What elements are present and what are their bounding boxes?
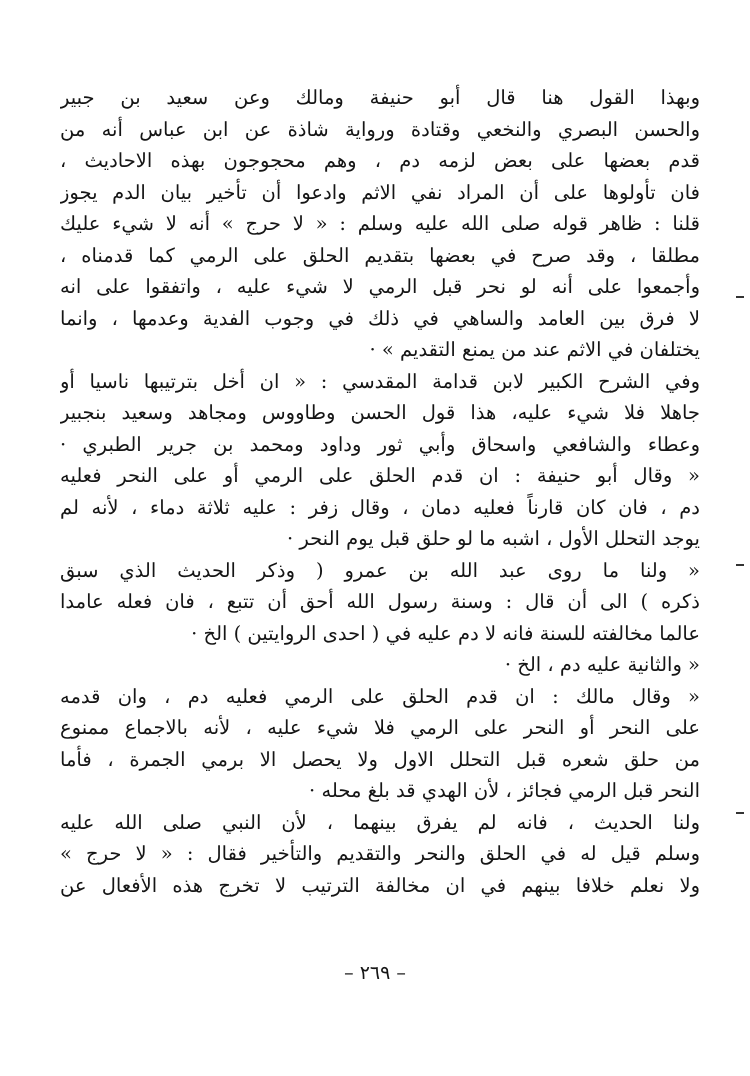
margin-mark — [736, 812, 744, 814]
text-line: يختلفان في الاثم عند من يمنع التقديم » · — [369, 338, 700, 361]
text-line: مطلقا ، وقد صرح في بعضها بتقديم الحلق على الرمي كما قدمناه ، — [60, 243, 700, 267]
text-line: لا فرق بين العامد والساهي في ذلك في وجوب الفدية وعدمها ، وانما — [60, 306, 700, 330]
text-line: وبهذا القول هنا قال أبو حنيفة ومالك وعن سعيد بن جبير — [60, 86, 700, 109]
text-line: « ولنا ما روى عبد الله بن عمرو ( وذكر الحديث الذي سبق — [60, 558, 700, 582]
text-line: وأجمعوا على أنه لو نحر قبل الرمي لا شيء عليه ، واتفقوا على انه — [60, 275, 700, 298]
text-line: ولنا الحديث ، فانه لم يفرق بينهما ، لأن النبي صلى الله عليه — [60, 810, 700, 834]
text-line: وفي الشرح الكبير لابن قدامة المقدسي : « ان أخل بترتيبها ناسيا أو — [60, 369, 700, 393]
text-line: قلنا : ظاهر قوله صلى الله عليه وسلم : « لا حرج » أنه لا شيء عليك — [60, 212, 700, 235]
paragraph — [60, 82, 700, 366]
text-line: والحسن البصري والنخعي وقتادة ورواية شاذة عن ابن عباس أنه من — [60, 117, 700, 141]
text-line: ولا نعلم خلافا بينهم في ان مخالفة الترتيب لا تخرج هذه الأفعال عن — [60, 873, 700, 897]
paragraph — [60, 681, 700, 807]
text-line: وسلم قيل له في الحلق والنحر والتقديم والتأخير فقال : « لا حرج » — [60, 842, 700, 865]
text-line: « والثانية عليه دم ، الخ · — [504, 653, 700, 676]
body-text — [60, 82, 700, 901]
text-line: وعطاء والشافعي واسحاق وأبي ثور وداود ومحمد بن جرير الطبري · — [60, 432, 700, 456]
paragraph — [60, 366, 700, 461]
margin-mark — [736, 296, 744, 298]
text-line: « وقال أبو حنيفة : ان قدم الحلق على الرمي أو على النحر فعليه — [60, 464, 700, 487]
margin-mark — [736, 564, 744, 566]
text-line: عالما مخالفته للسنة فانه لا دم عليه في ( احدى الروايتين ) الخ · — [191, 621, 700, 645]
page-number: – ٢٦٩ – — [344, 962, 406, 984]
paragraph — [60, 460, 700, 555]
text-line: فان تأولوها على أن المراد نفي الاثم وادعوا أن تأخير بيان الدم يجوز — [60, 180, 700, 204]
text-line: يوجد التحلل الأول ، اشبه ما لو حلق قبل يوم النحر · — [286, 527, 700, 550]
text-line: « وقال مالك : ان قدم الحلق على الرمي فعليه دم ، وان قدمه — [60, 684, 700, 708]
text-line: على النحر أو النحر على الرمي فلا شيء عليه ، لأنه بالاجماع ممنوع — [60, 716, 700, 739]
text-line: دم ، فان كان قارناً فعليه دمان ، وقال زفر : عليه ثلاثة دماء ، لأنه لم — [60, 495, 700, 519]
text-line: ذكره ) الى أن قال : وسنة رسول الله أحق أن تتبع ، فان فعله عامدا — [60, 590, 700, 613]
paragraph — [60, 807, 700, 902]
paragraph — [60, 555, 700, 650]
text-line: قدم بعضها على بعض لزمه دم ، وهم محجوجون بهذه الاحاديث ، — [60, 149, 700, 172]
text-line: من حلق شعره قبل التحلل الاول ولا يحصل الا برمي الجمرة ، فأما — [60, 747, 700, 771]
text-line: النحر قبل الرمي فجائز ، لأن الهدي قد بلغ محله · — [309, 779, 700, 802]
paragraph — [60, 649, 700, 681]
text-line: جاهلا فلا شيء عليه، هذا قول الحسن وطاووس ومجاهد وسعيد بنجبير — [60, 401, 700, 424]
